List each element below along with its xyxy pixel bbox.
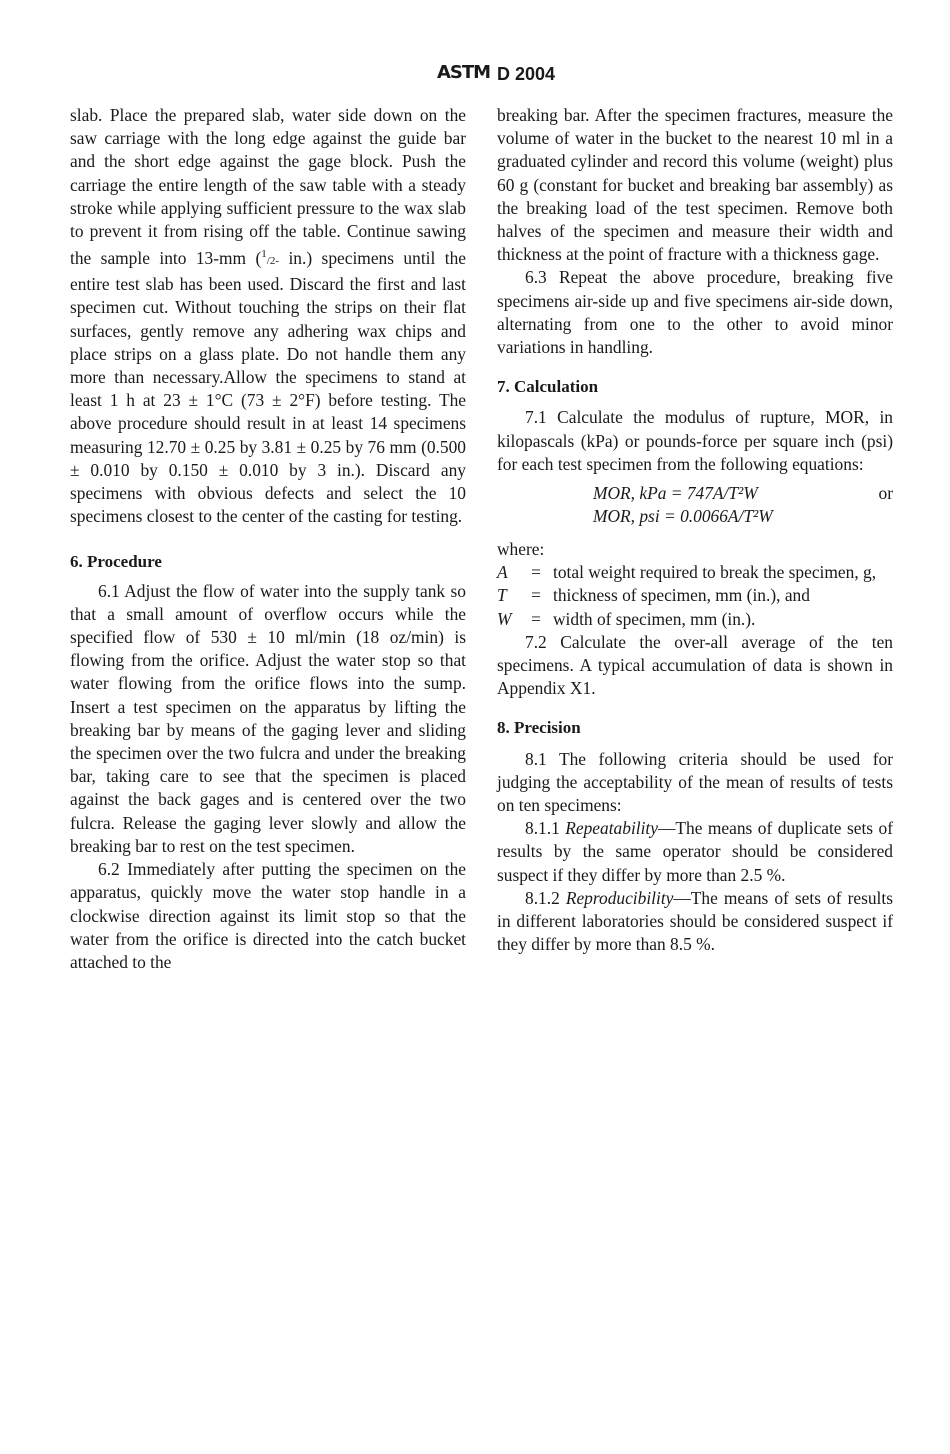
paragraph-6-2: 6.2 Immediately after putting the specimen on the apparatus, quickly move the water stop handle in a clockwise direction against its limit stop so that the water from the orifice is directed into the catch bucket attached to the <box>70 859 466 972</box>
paragraph-8-1: 8.1 The following criteria should be used for judging the acceptability of the mean of results of tests on ten specimens: <box>497 748 893 816</box>
definition-row <box>497 561 893 584</box>
paragraph-7-2: 7.2 Calculate the over-all average of the ten specimens. A typical accumulation of data is shown in Appendix X1. <box>497 631 893 699</box>
clause-text: —The means of sets of results in different laboratories should be considered suspect if they differ by more than 8.5 %. <box>497 887 893 955</box>
definition-equals: = <box>531 608 541 629</box>
slab-text-2: in.) specimens until the entire test slab has been used. Discard the first and last specimen cut. Without touching the strips on their flat surfaces, gently remove any adhering wax chips and place strips on a glass plate. Do not handle them any more than necessary.Allow the specimens to stand at least 1 h at 23 ± 1°C (73 ± 2°F) before testing. The above procedure should result in at least 14 specimens measuring 12.70 ± 0.25 by 3.81 ± 0.25 by 76 mm (0.500 ± 0.010 by 0.150 ± 0.010 by 3 in.). Discard any specimens with obvious defects and select the 10 specimens closest to the center of the casting for testing. <box>70 248 466 527</box>
definition-row <box>497 584 893 607</box>
where-label: where: <box>497 539 545 560</box>
definition-row <box>497 608 893 631</box>
definition-symbol: A <box>497 562 508 583</box>
paragraph-continued: breaking bar. After the specimen fractures, measure the volume of water in the bucket to the nearest 10 ml in a graduated cylinder and record this volume (weight) plus 60 g (constant for bucket and breaking bar assembly) as the breaking load of the test specimen. Remove both halves of the specimen and measure their width and thickness at the point of fracture with a thickness gage. <box>497 105 893 265</box>
definition-equals: = <box>531 562 541 583</box>
paragraph-8-1-2 <box>497 887 893 957</box>
slab-text-1: slab. Place the prepared slab, water side down on the saw carriage with the long edge against the guide bar and the short edge against the gage block. Push the carriage the entire length of the saw table with a steady stroke while applying sufficient pressure to the wax slab to prevent it from rising off the table. Continue sawing the sample into 13-mm ( <box>70 105 466 269</box>
definition-text: total weight required to break the specimen, g, <box>553 562 877 583</box>
definition-equals: = <box>531 585 541 606</box>
clause-term: Reproducibility <box>565 887 674 908</box>
fraction-numerator: 1 <box>261 248 267 261</box>
paragraph-slab <box>70 104 466 528</box>
document-number: D 2004 <box>497 64 556 84</box>
section-heading-procedure: 6. Procedure <box>70 552 162 572</box>
clause-text: —The means of duplicate sets of results by the same operator should be considered suspect if they differ by more than 2.5 %. <box>497 818 894 885</box>
equation-kpa: MOR, kPa = 747A/T²W <box>593 483 758 504</box>
definition-text: width of specimen, mm (in.). <box>553 608 756 629</box>
astm-logo: ASTM <box>437 62 491 83</box>
equation-or: or <box>878 483 893 504</box>
variable-definitions <box>497 561 893 631</box>
clause-number: 8.1.1 <box>525 818 560 839</box>
paragraph-6-3: 6.3 Repeat the above procedure, breaking five specimens air-side up and five specimens air-side down, alternating from one to the other to avoid minor variations in handling. <box>497 267 893 358</box>
definition-symbol: T <box>497 585 507 606</box>
section-heading-calculation: 7. Calculation <box>497 377 599 397</box>
definition-text: thickness of specimen, mm (in.), and <box>553 585 810 606</box>
definition-symbol: W <box>497 608 512 629</box>
left-column <box>70 104 466 974</box>
equation-block <box>497 482 893 530</box>
section-heading-precision: 8. Precision <box>497 718 581 738</box>
paragraph-6-1: 6.1 Adjust the flow of water into the supply tank so that a small amount of overflow occurs while the specified flow of 530 ± 10 ml/min (18 oz/min) is flowing from the orifice. Adjust the water stop so that water flowing from the orifice flows into the sump. Insert a test specimen on the apparatus by lifting the breaking bar by means of the gaging lever and sliding the specimen over the two fulcra and under the breaking bar, taking care to see that the specimen is placed against the back gages and is centered over the two fulcra. Release the gaging lever slowly and allow the breaking bar to rest on the test specimen. <box>70 580 466 856</box>
paragraph-7-1: 7.1 Calculate the modulus of rupture, MOR, in kilopascals (kPa) or pounds-force per square inch (psi) for each test specimen from the following equations: <box>497 407 893 474</box>
right-column <box>497 104 893 957</box>
paragraph-8-1-1 <box>497 817 893 887</box>
fraction-denominator: /2- <box>266 255 280 268</box>
clause-term: Repeatability <box>565 818 658 839</box>
equation-psi: MOR, psi = 0.0066A/T²W <box>593 506 773 527</box>
clause-number: 8.1.2 <box>525 887 560 908</box>
page-header <box>0 62 950 92</box>
